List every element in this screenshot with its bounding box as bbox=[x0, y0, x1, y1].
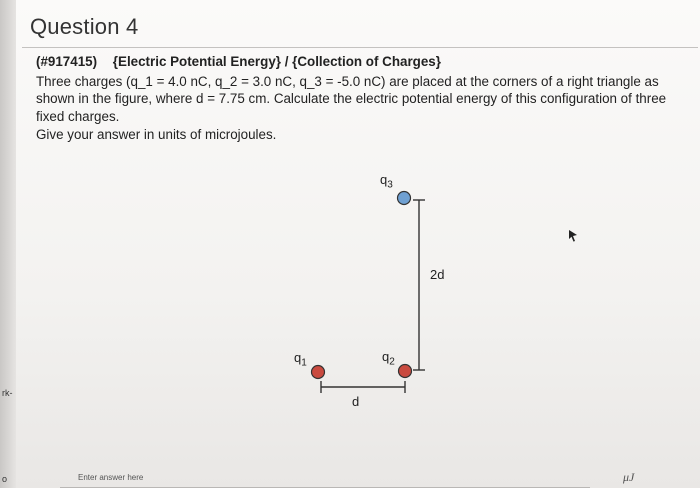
question-topic: {Electric Potential Energy} / {Collection of Charges} bbox=[112, 54, 441, 69]
label-q3 bbox=[380, 172, 393, 191]
question-id: (#917415) bbox=[36, 54, 98, 69]
answer-input[interactable] bbox=[60, 468, 590, 488]
answer-row bbox=[60, 468, 680, 488]
edge-text-left-mid: rk- bbox=[2, 388, 13, 398]
charge-figure bbox=[230, 160, 530, 420]
label-q2-letter: q bbox=[382, 349, 390, 364]
question-header bbox=[36, 53, 692, 71]
label-q3-letter: q bbox=[380, 172, 388, 187]
label-q2 bbox=[382, 349, 395, 368]
figure-diagram bbox=[230, 160, 530, 420]
mouse-pointer-icon bbox=[567, 229, 579, 243]
left-gutter bbox=[0, 0, 16, 488]
edge-text-left-bottom: o bbox=[2, 474, 8, 484]
label-q1 bbox=[294, 350, 307, 369]
question-title: Question 4 bbox=[30, 14, 139, 39]
answer-unit-label: μJ bbox=[623, 470, 635, 484]
charge-q2 bbox=[399, 365, 412, 378]
label-q3-sub: 3 bbox=[387, 179, 393, 191]
label-q1-sub: 1 bbox=[301, 357, 307, 369]
title-divider bbox=[22, 47, 698, 48]
units-instruction: Give your answer in units of microjoules. bbox=[36, 127, 277, 142]
question-body: Three charges (q_1 = 4.0 nC, q_2 = 3.0 nC, q_3 = -5.0 nC) are placed at the corners of a right triangle as shown in the figure, where d = 7.75 cm. Calculate the electric potential energy of this configuration of three fixed charges. bbox=[36, 73, 667, 124]
charge-q1 bbox=[312, 366, 325, 379]
label-q1-letter: q bbox=[294, 350, 302, 365]
label-d: d bbox=[352, 394, 360, 409]
question-text bbox=[36, 53, 692, 144]
charge-q3 bbox=[398, 192, 411, 205]
label-q2-sub: 2 bbox=[389, 356, 395, 368]
label-2d: 2d bbox=[430, 267, 445, 282]
